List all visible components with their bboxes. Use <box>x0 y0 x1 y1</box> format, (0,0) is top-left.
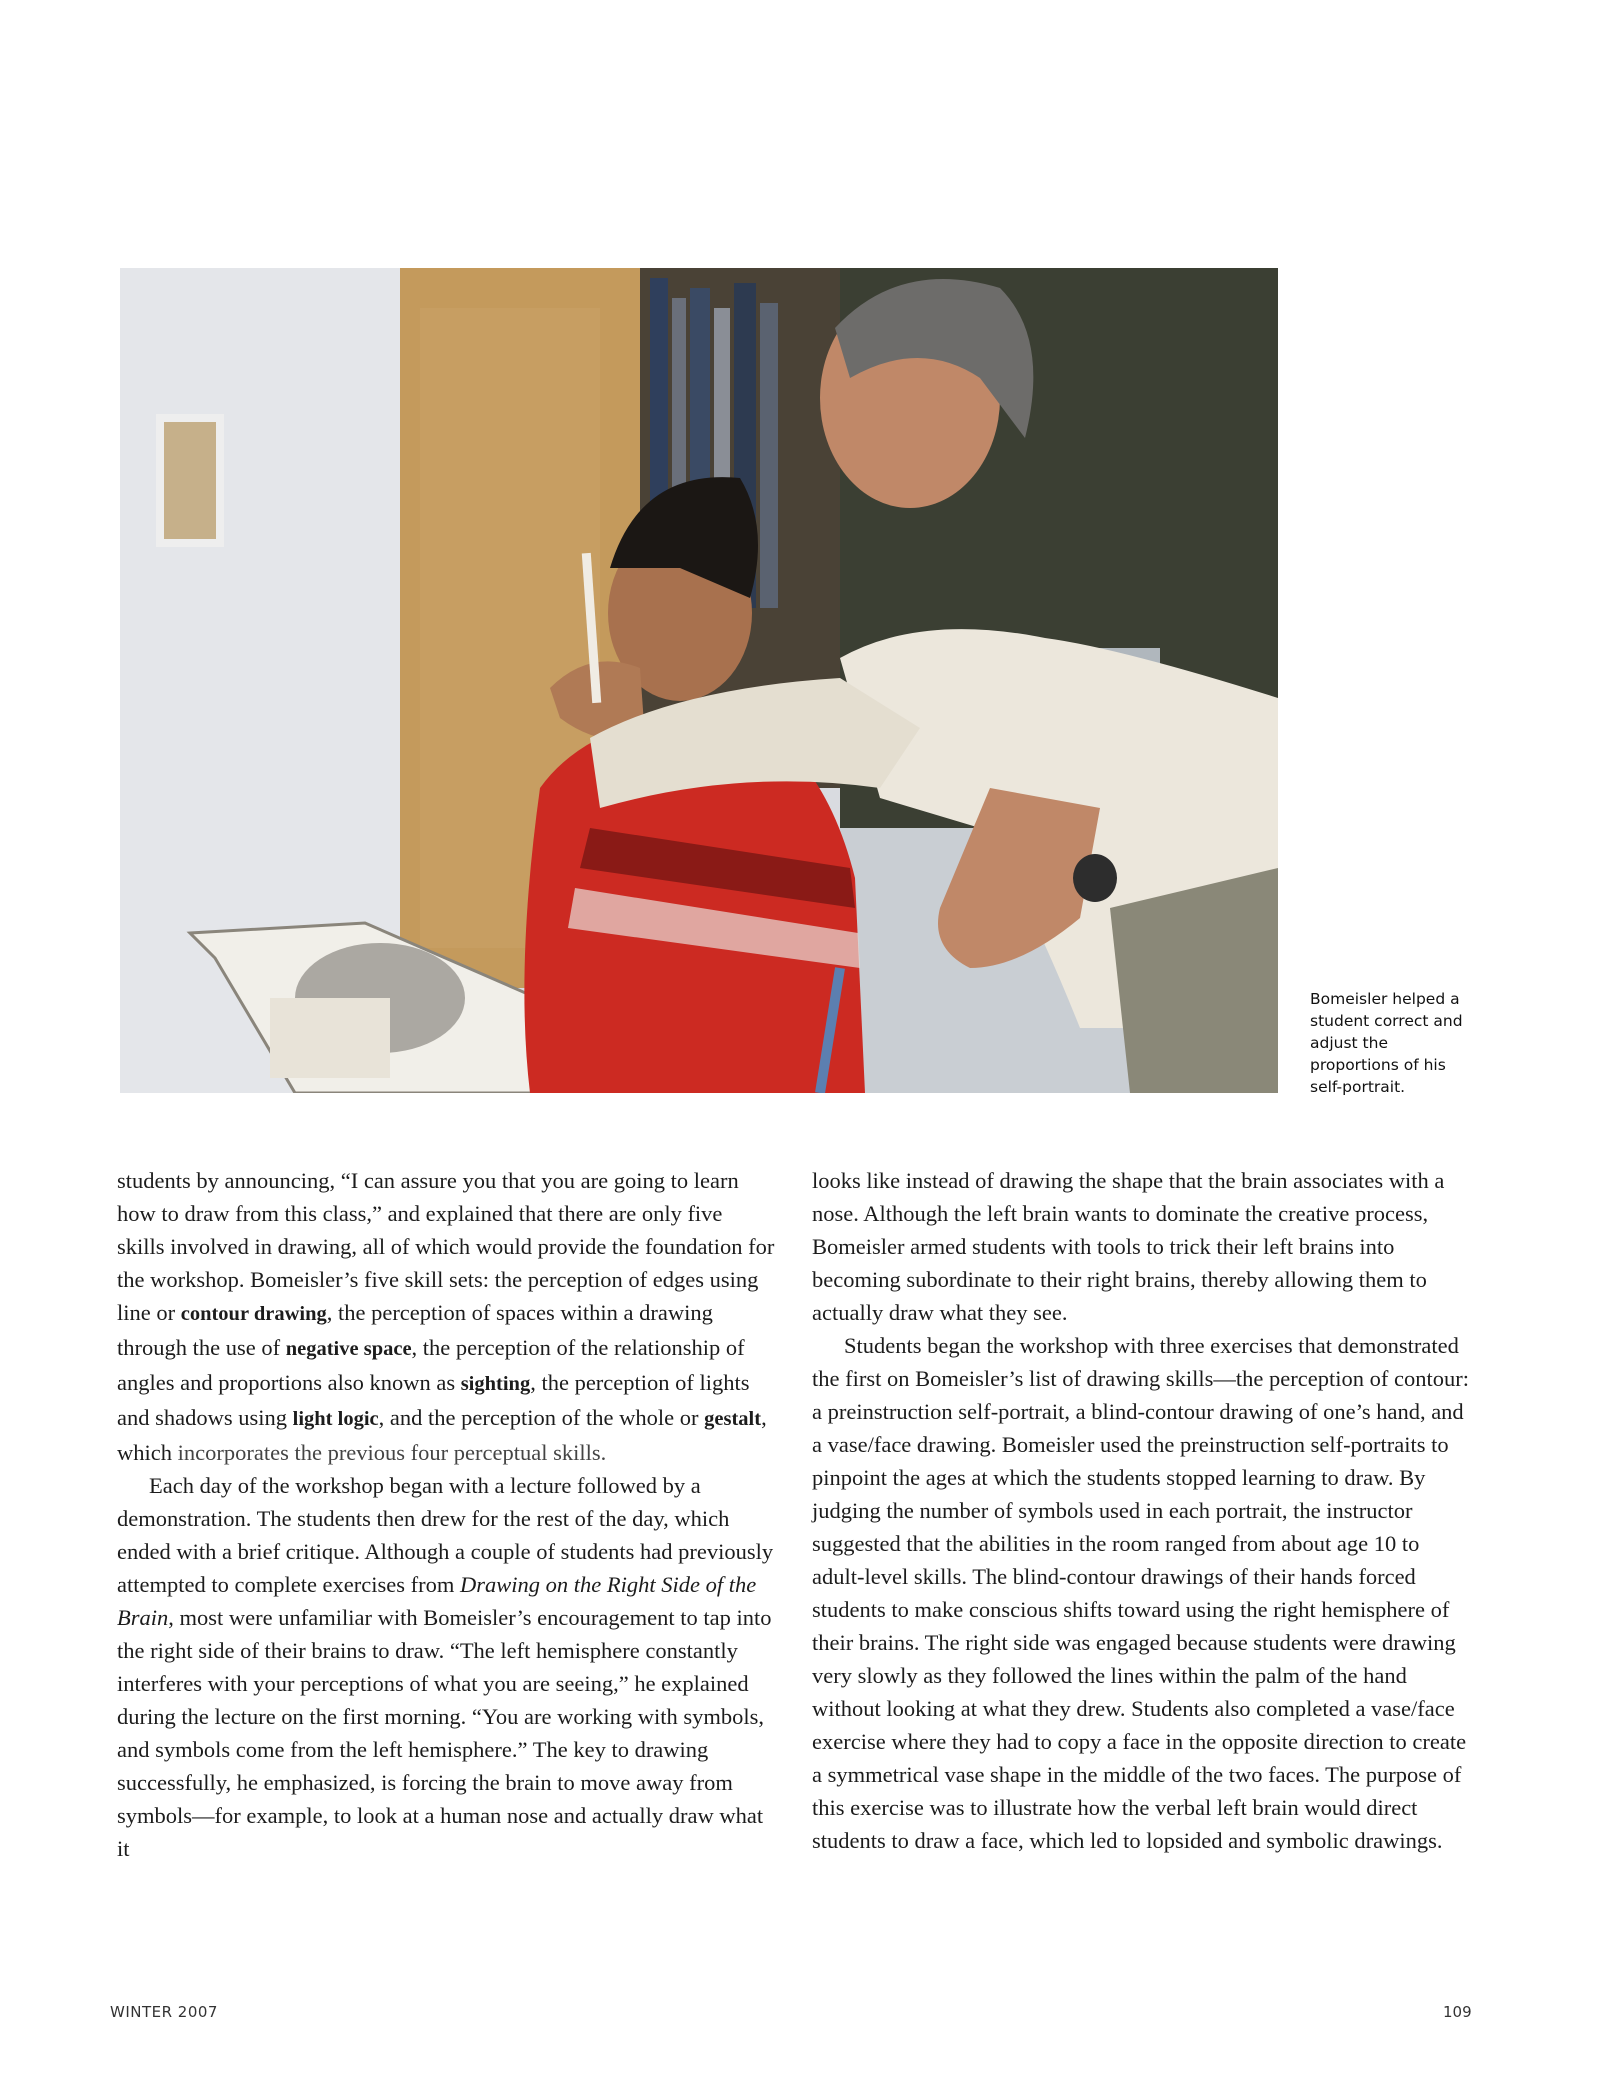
paragraph: students by announcing, “I can assure you that you are going to learn how to draw from this class,” and explained that there are only five skills involved in drawing, all of which would provide the foundation for the workshop. Bomeisler’s five skill sets: the perception of edges using line or contour drawing, the perception of spaces within a drawing through the use of negative space, the perception of the relationship of angles and proportions also known as sighting, the perception of lights and shadows using light logic, and the perception of the whole or gestalt, which incorporates the previous four perceptual skills. <box>117 1168 775 1465</box>
photo-workshop-icon <box>120 268 1278 1093</box>
term-light-logic: light logic <box>292 1408 379 1430</box>
page-number: 109 <box>1443 2003 1472 2021</box>
article-column-left <box>117 1164 775 1865</box>
article-column-right <box>812 1164 1470 1857</box>
term-sighting: sighting <box>460 1373 531 1395</box>
book-title: Drawing on the Right Side of the Brain <box>117 1572 757 1630</box>
term-gestalt: gestalt <box>704 1408 762 1430</box>
paragraph: looks like instead of drawing the shape that the brain associates with a nose. Although the left brain wants to dominate the creative process, Bomeisler armed students with tools to trick their left brains into becoming subordinate to their right brains, thereby allowing them to actually draw what they see. <box>812 1168 1445 1325</box>
workshop-photo <box>120 268 1278 1093</box>
photo-caption: Bomeisler helped a student correct and adjust the proportions of his self-portrait. <box>1310 990 1463 1096</box>
paragraph: Students began the workshop with three exercises that demonstrated the first on Bomeisler’s list of drawing skills—the perception of contour: a preinstruction self-portrait, a blind-contour drawing of one’s hand, and a vase/face drawing. Bomeisler used the preinstruction self-portraits to pinpoint the ages at which the students stopped learning to draw. By judging the number of symbols used in each portrait, the instructor suggested that the abilities in the room ranged from about age 10 to adult-level skills. The blind-contour drawings of their hands forced students to make conscious shifts toward using the right hemisphere of their brains. The right side was engaged because students were drawing very slowly as they followed the lines within the palm of the hand without looking at what they drew. Students also completed a vase/face exercise where they had to copy a face in the opposite direction to create a symmetrical vase shape in the middle of the two faces. The purpose of this exercise was to illustrate how the verbal left brain would direct students to draw a face, which led to lopsided and symbolic drawings. <box>812 1333 1469 1853</box>
issue-label: WINTER 2007 <box>110 2003 218 2021</box>
paragraph: Each day of the workshop began with a lecture followed by a demonstration. The students then drew for the rest of the day, which ended with a brief critique. Although a couple of students had previously attempted to complete exercises from Drawing on the Right Side of the Brain, most were unfamiliar with Bomeisler’s encouragement to tap into the right side of their brains to draw. “The left hemisphere constantly interferes with your perceptions of what you are seeing,” he explained during the lecture on the first morning. “You are working with symbols, and symbols come from the left hemisphere.” The key to drawing successfully, he emphasized, is forcing the brain to move away from symbols—for example, to look at a human nose and actually draw what it <box>117 1473 774 1861</box>
term-contour-drawing: contour drawing <box>180 1303 327 1325</box>
term-negative-space: negative space <box>285 1338 412 1360</box>
